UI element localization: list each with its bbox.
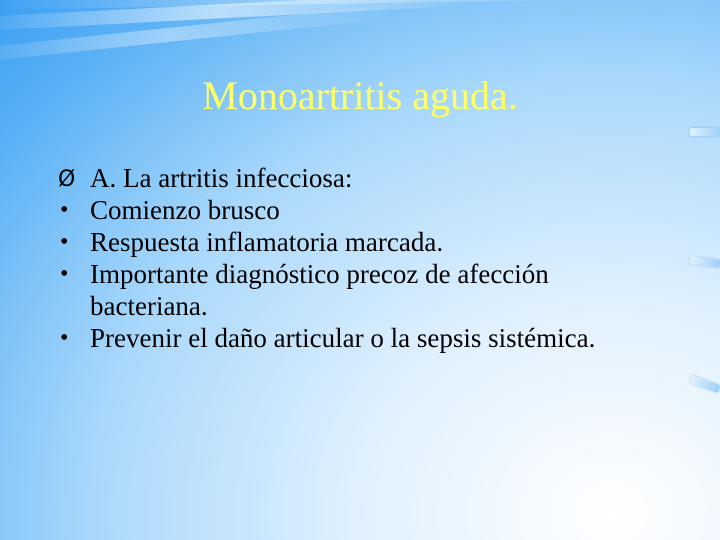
decorative-marks bbox=[686, 128, 720, 398]
bullet-icon: • bbox=[60, 261, 69, 287]
decorative-mark bbox=[690, 256, 720, 268]
bullet-icon: • bbox=[60, 197, 69, 223]
bullet-item bbox=[58, 322, 658, 354]
slide-title: Monoartritis aguda. bbox=[202, 73, 518, 118]
bullet-item bbox=[58, 226, 658, 258]
bullet-item bbox=[58, 194, 658, 226]
slide-body bbox=[58, 162, 658, 354]
bullet-text: Prevenir el daño articular o la sepsis sistémica. bbox=[90, 323, 596, 353]
bullet-text: Importante diagnóstico precoz de afección bacteriana. bbox=[90, 259, 549, 321]
heading-item bbox=[58, 162, 658, 194]
decorative-mark bbox=[690, 128, 720, 136]
bullet-text: Respuesta inflamatoria marcada. bbox=[90, 227, 444, 257]
arrow-bullet-icon: Ø bbox=[58, 167, 76, 192]
bullet-icon: • bbox=[60, 229, 69, 255]
decorative-mark bbox=[690, 375, 720, 393]
heading-text: A. La artritis infecciosa: bbox=[90, 163, 353, 193]
bullet-text: Comienzo brusco bbox=[90, 195, 280, 225]
bullet-item bbox=[58, 258, 658, 322]
bullet-icon: • bbox=[60, 325, 69, 351]
